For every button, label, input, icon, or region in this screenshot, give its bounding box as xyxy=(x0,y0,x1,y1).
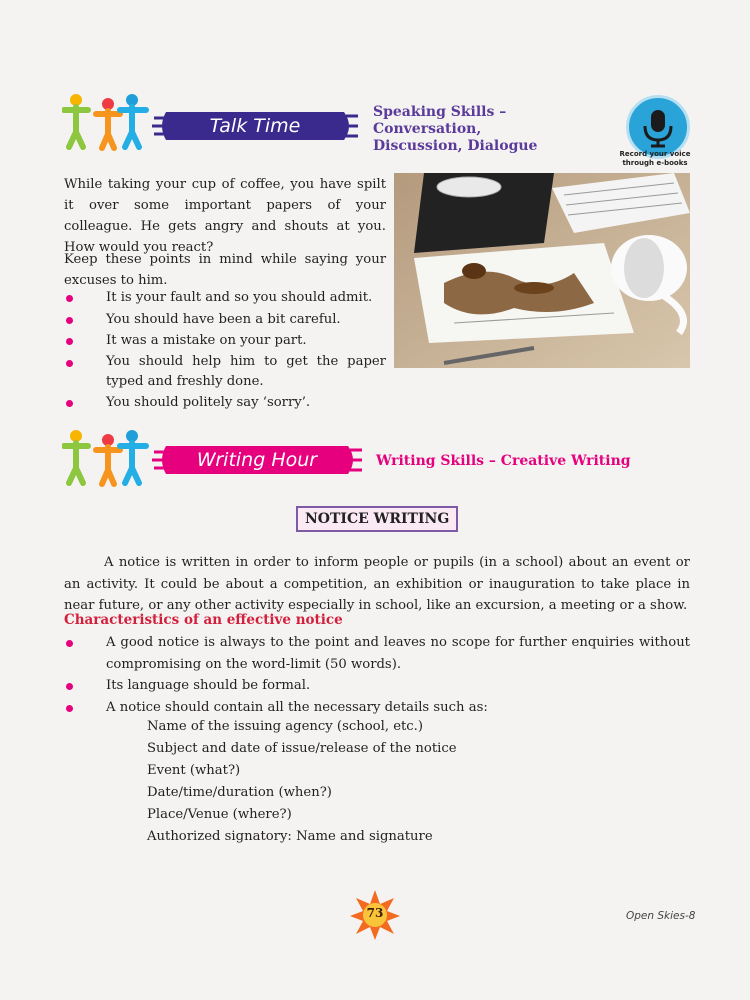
list-item: Event (what?) xyxy=(147,763,241,778)
record-caption-line: Record your voice xyxy=(619,150,691,158)
writing-skills-heading: Writing Skills – Creative Writing xyxy=(376,453,631,469)
talk-time-banner xyxy=(152,106,358,146)
list-item: It is your fault and so you should admit. xyxy=(64,287,386,309)
page-number-badge xyxy=(349,889,401,941)
talk-time-label: Talk Time xyxy=(209,115,301,137)
talk-time-figures-icon xyxy=(62,92,152,152)
skills-line: Speaking Skills – xyxy=(373,104,507,120)
list-item: A notice should contain all the necessary details such as: xyxy=(64,697,690,719)
list-item: Place/Venue (where?) xyxy=(147,807,292,822)
characteristics-heading: Characteristics of an effective notice xyxy=(64,612,343,628)
list-item: You should politely say ‘sorry’. xyxy=(64,392,386,414)
list-item: Its language should be formal. xyxy=(64,675,690,697)
list-item: A good notice is always to the point and leaves no scope for further enquiries without compromising on the word-limit (50 words). xyxy=(64,632,690,675)
writing-hour-figures-icon xyxy=(62,428,152,488)
list-item: Date/time/duration (when?) xyxy=(147,785,332,800)
book-title: Open Skies-8 xyxy=(626,910,696,922)
notice-intro: A notice is written in order to inform people or pupils (in a school) about an event or an activity. It could be about a competition, an exhibition or inauguration to take place in near future, or any other activity especially in school, like an excursion, a meeting or a show. xyxy=(64,555,690,613)
list-item: Subject and date of issue/release of the notice xyxy=(147,741,457,756)
page-number: 73 xyxy=(366,906,384,920)
list-item: You should have been a bit careful. xyxy=(64,309,386,331)
list-item: Authorized signatory: Name and signature xyxy=(147,829,433,844)
list-item: It was a mistake on your part. xyxy=(64,330,386,352)
microphone-icon xyxy=(629,98,687,156)
speaking-skills-heading xyxy=(373,104,537,155)
spilled-coffee-photo xyxy=(394,173,690,368)
writing-hour-label: Writing Hour xyxy=(196,449,318,471)
list-item: You should help him to get the paper typed and freshly done. xyxy=(64,352,386,392)
record-voice-caption xyxy=(605,150,705,168)
characteristics-list xyxy=(64,632,690,718)
notice-writing-title: NOTICE WRITING xyxy=(296,506,458,532)
talk-time-intro: While taking your cup of coffee, you have spilt it over some important papers of your colleague. He gets angry and shouts at you. How would you react? xyxy=(64,177,386,255)
skills-line: Conversation, xyxy=(373,121,482,137)
writing-hour-banner xyxy=(152,440,362,480)
skills-line: Discussion, Dialogue xyxy=(373,138,538,154)
talk-time-points xyxy=(64,287,386,413)
list-item: Name of the issuing agency (school, etc.) xyxy=(147,719,424,734)
record-caption-line: through e-books xyxy=(622,159,688,167)
keep-points-text: Keep these points in mind while saying your excuses to him. xyxy=(64,252,386,288)
notice-details-list xyxy=(147,716,457,848)
